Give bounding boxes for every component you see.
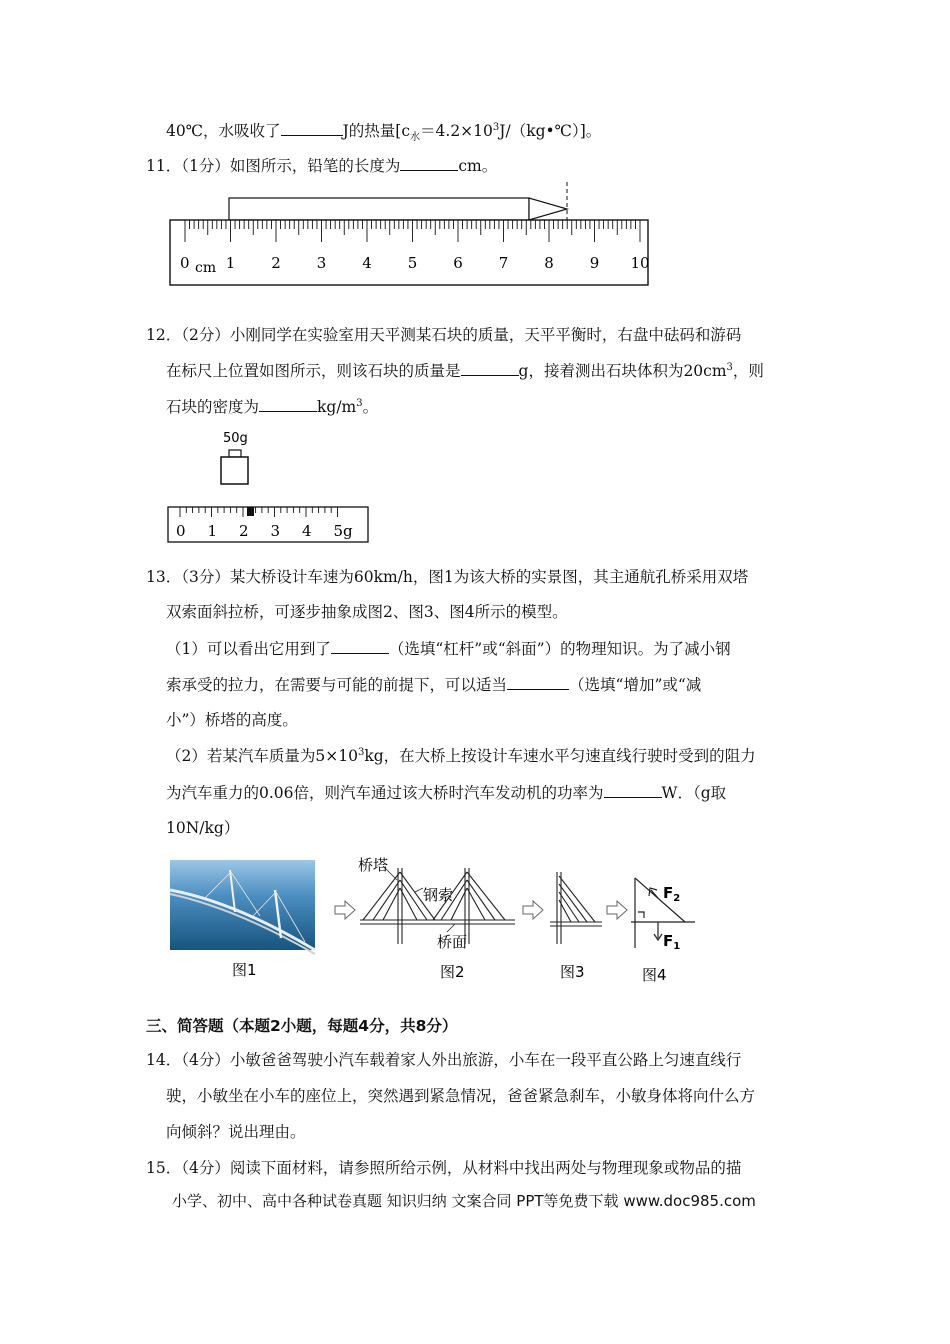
f2-label: $F_2$	[663, 884, 681, 904]
q14-line-1	[146, 1049, 741, 1071]
q13-sub1-line-1	[166, 637, 731, 660]
q10-subscript: 水	[410, 132, 421, 144]
q11-text: （1分）如图所示，铅笔的长度为	[181, 157, 401, 175]
balance-weight-figure	[165, 425, 375, 547]
q13-text: 双索面斜拉桥，可逐步抽象成图2、图3、图4所示的模型。	[166, 603, 568, 621]
q13-text: （2）若某汽车质量为5×10	[166, 747, 358, 765]
q12-line-2	[166, 359, 764, 382]
arrow-icon	[335, 901, 355, 919]
question-number: 11．	[146, 157, 182, 175]
q14-line-2	[166, 1085, 755, 1107]
ruler-tick-label: 5	[407, 254, 418, 272]
arrow-icon	[607, 901, 627, 919]
q12-text: 在标尺上位置如图所示，则该石块的质量是	[166, 362, 461, 380]
q15-text: （4分）阅读下面材料，请参照所给示例，从材料中找出两处与物理现象或物品的描	[181, 1159, 742, 1177]
q13-power-blank[interactable]	[604, 781, 662, 798]
q12-text: 石块的密度为	[166, 398, 260, 416]
arrow-icon	[523, 901, 543, 919]
cable-label: 钢索	[423, 886, 454, 904]
q12-text: 。	[362, 398, 379, 416]
q12-text: （2分）小刚同学在实验室用天平测某石块的质量，天平平衡时，右盘中砝码和游码	[181, 326, 742, 344]
q14-text: 驶，小敏坐在小车的座位上，突然遇到紧急情况，爸爸紧急刹车，小敏身体将向什么方	[166, 1087, 756, 1105]
ruler-body	[170, 220, 648, 285]
tower-label: 桥塔	[358, 856, 389, 874]
fig4-caption: 图4	[642, 966, 667, 984]
q12-text: g，接着测出石块体积为20cm	[518, 362, 727, 380]
pencil-ruler-figure	[165, 180, 655, 290]
q14-text: （4分）小敏爸爸驾驶小汽车载着家人外出旅游，小车在一段平直公路上匀速直线行	[181, 1051, 742, 1069]
q13-line-1	[146, 566, 748, 588]
scale-tick-label: 2	[239, 522, 249, 540]
ruler-tick-label: 3	[316, 254, 327, 272]
single-tower-model	[550, 872, 602, 944]
q10-tail-line	[166, 119, 601, 142]
q13-sub1-line-2	[166, 673, 701, 696]
q10-superscript: 3	[492, 121, 500, 133]
ruler-tick-label: 2	[271, 254, 281, 272]
question-number: 15．	[146, 1159, 182, 1177]
pencil-tip	[529, 198, 567, 220]
q13-text: （1）可以看出它用到了	[166, 640, 331, 658]
q12-mass-blank[interactable]	[461, 359, 519, 376]
q13-text: W．（g取	[661, 784, 727, 802]
q10-text: J/（kg•℃）]。	[499, 122, 602, 140]
q14-line-3	[166, 1121, 306, 1143]
q13-height-blank[interactable]	[507, 673, 569, 690]
scale-tick-label: 0	[176, 522, 186, 540]
q12-text: kg/m	[317, 398, 357, 416]
q12-text: ，则	[732, 362, 764, 380]
page-footer: 小学、初中、高中各种试卷真题 知识归纳 文案合同 PPT等免费下载 www.doc985.com	[172, 1192, 756, 1210]
q10-text: 40℃，水吸收了	[166, 122, 281, 140]
q12-superscript: 3	[726, 361, 733, 373]
section-heading: 三、简答题（本题2小题，每题4分，共8分）	[146, 1017, 458, 1035]
bridge-figures	[165, 850, 710, 990]
q13-text: （选填“杠杆”或“斜面”）的物理知识。为了减小钢	[388, 640, 731, 658]
q15-line-1	[146, 1157, 741, 1179]
q13-text: 为汽车重力的0.06倍，则汽车通过该大桥时汽车发动机的功率为	[166, 784, 604, 802]
q10-text: J的热量[c	[342, 122, 411, 140]
scale-tick-label: 1	[207, 522, 218, 540]
question-number: 14．	[146, 1051, 182, 1069]
q12-density-blank[interactable]	[259, 395, 317, 412]
ruler-tick-label: 4	[362, 254, 372, 272]
q12-superscript: 3	[356, 397, 363, 409]
q11-text: cm。	[458, 157, 498, 175]
q13-sub2-line-3	[166, 817, 239, 839]
question-number: 12．	[146, 326, 182, 344]
q13-text: kg，在大桥上按设计车速水平匀速直线行驶时受到的阻力	[364, 747, 756, 765]
ruler-unit-label: cm	[195, 260, 217, 276]
q13-text: （选填“增加”或“减	[569, 676, 702, 694]
ruler-tick-label: 8	[544, 254, 554, 272]
q13-sub1-line-3	[166, 709, 298, 731]
q13-sub2-line-2	[166, 781, 726, 804]
weight-block	[221, 457, 248, 484]
q13-sub2-line-1	[166, 745, 756, 767]
q11-line	[146, 154, 497, 177]
q13-superscript: 3	[357, 746, 365, 758]
pencil-body	[229, 198, 529, 220]
ruler-tick-label: 1	[225, 254, 236, 272]
scale-tick-label: 4	[302, 522, 312, 540]
ruler-tick-label: 9	[589, 254, 600, 272]
q10-answer-blank[interactable]	[281, 119, 343, 136]
q13-text: 10N/kg）	[166, 819, 240, 837]
bridge-photo	[170, 860, 315, 954]
weight-label: 50g	[223, 431, 248, 446]
q13-text: （3分）某大桥设计车速为60km/h，图1为该大桥的实景图，其主通航孔桥采用双塔	[181, 568, 749, 586]
q12-line-3	[166, 395, 378, 418]
q14-text: 向倾斜？说出理由。	[166, 1123, 306, 1141]
fig3-caption: 图3	[560, 963, 585, 981]
q13-text: 索承受的拉力，在需要与可能的前提下，可以适当	[166, 676, 508, 694]
deck-label: 桥面	[437, 933, 468, 951]
ruler-tick-label: 6	[453, 254, 463, 272]
ruler-tick-label: 7	[498, 254, 509, 272]
rider-marker	[247, 507, 254, 516]
ruler-tick-label: 10	[630, 254, 650, 272]
f1-label: $F_1$	[663, 932, 681, 952]
q13-text: 小”）桥塔的高度。	[166, 711, 298, 729]
scale-tick-label: 3	[270, 522, 281, 540]
q10-text: ＝4.2×10	[420, 122, 493, 140]
fig2-caption: 图2	[440, 963, 465, 981]
q13-lever-blank[interactable]	[331, 637, 389, 654]
q12-line-1	[146, 324, 741, 346]
question-number: 13．	[146, 568, 182, 586]
weight-knob	[229, 450, 241, 457]
ruler-tick-label: 0	[180, 254, 190, 272]
fig1-caption: 图1	[232, 961, 257, 979]
q13-line-2	[166, 601, 568, 623]
q11-answer-blank[interactable]	[400, 154, 458, 171]
scale-tick-label: 5g	[333, 522, 353, 540]
